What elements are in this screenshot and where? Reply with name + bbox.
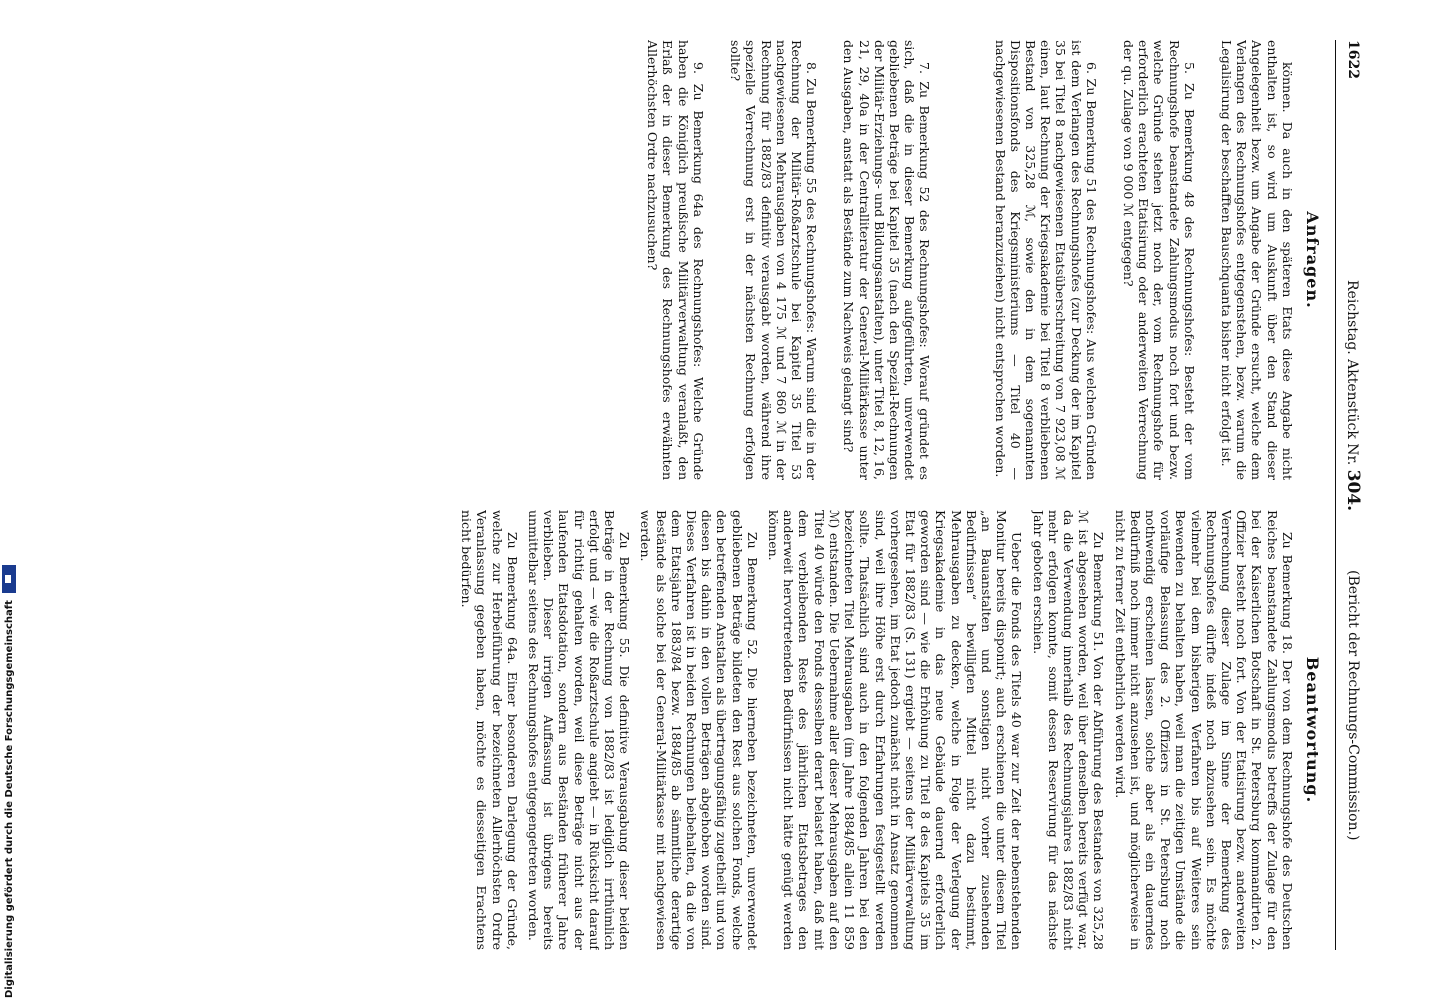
- rotated-document-page: [70, 40, 1363, 950]
- page-header: [1338, 40, 1363, 950]
- dfg-logo-icon: [2, 565, 16, 593]
- questions-heading: Anfragen.: [1303, 211, 1322, 309]
- answer-paragraph: Zu Bemerkung 18. Der von dem Rechnungshofe des Deutschen Reiches beanstandete Zahlungsmodus betreffs der Zulage für den bei der Kaiserlichen Botschaft in St. Petersburg kommandirten 2. Offizier besteht noch fort. Von der Etatisirung bezw. anderweiten Verrechnung dieser Zulage im Sinne der Bemerkung des Rechnungshofes dürfte indeß noch abzusehen sein. Es möchte vielmehr bei dem bisherigen Verfahren bis auf Weiteres sein Bewenden zu behalten haben, weil man die zeitigen Umstände die vorläufige Belassung des 2. Offiziers in St. Petersburg noch nothwendig erscheinen lassen, solche aber als ein dauerndes Bedürfniß noch immer nicht anzusehen ist, und möglicherweise in nicht zu ferner Zeit entbehrlich werden wird.: [1112, 510, 1295, 950]
- footer-credit-text: Digitalisierung gefördert durch die Deutsche Forschungsgemeinschaft: [4, 600, 15, 998]
- footer-text-row: [2, 598, 18, 998]
- question-paragraph: 9. Zu Bemerkung 64a des Rechnungshofes: Welche Gründe haben die Königlich preußische Militärverwaltung veranlaßt, den Erlaß der in dieser Bemerkung des Rechnungshofes erwähnten Allerhöchsten Ordre nachzusuchen?: [645, 40, 706, 480]
- header-rule: [1335, 40, 1336, 950]
- header-subtitle: (Bericht der Rechnungs-Commission.): [1345, 570, 1361, 841]
- answer-paragraph: Zu Bemerkung 52. Die hierneben bezeichneten, unverwendet gebliebenen Beträge bildeten den Rest aus solchen Fonds, welche den betreffenden Anstalten als übertragungsfähig zugetheilt und von diesen bis dahin in den vollen Beträgen abgehoben worden sind. Dieses Verfahren ist in beiden Rechnungen beibehalten, da die von dem Etatsjahre 1883/84 bezw. 1884/85 ab sämmtliche derartige Bestände als solche bei der General-Militärkasse mit nachgewiesen werden.: [638, 510, 760, 950]
- questions-column: [96, 40, 1326, 480]
- digitization-footer: [0, 600, 20, 1000]
- question-paragraph: können. Da auch in den späteren Etats diese Angabe nicht enthalten ist, so wird um Auskunft über den Stand dieser Angelegenheit bezw. um Angabe der Gründe ersucht, welche dem Verlangen des Rechnungshofes entgegenstehen, bezw. warum die Legalisirung der beschafften Bauschquanta bisher nicht erfolgt ist.: [1218, 40, 1295, 480]
- question-paragraph: 5. Zu Bemerkung 48 des Rechnungshofes: Besteht der vom Rechnungshofe beanstandete Zahlungsmodus noch fort und bezw. welche Gründe stehen jetzt noch der, vom Rechnungshofe für erforderlich erachteten Etatisirung oder anderweiten Verrechnung der qu. Zulage von 9 000 ℳ entgegen?: [1120, 40, 1197, 480]
- question-paragraph: 8. Zu Bemerkung 55 des Rechnungshofes: Warum sind die in der Rechnung der Militär-Roßarztschule bei Kapitel 35 Titel 53 nachgewiesenen Mehrausgaben von 4 175 ℳ und 7 860 ℳ in der Rechnung für 1882/83 definitiv verausgabt worden, während ihre spezielle Verrechnung erst in der nächsten Rechnung erfolgen sollte?: [728, 40, 820, 480]
- answer-paragraph: Zu Bemerkung 64a. Einer besonderen Darlegung der Gründe, welche zur Herbeiführung der bezeichneten Allerhöchsten Ordre Veranlassung gegeben haben, möchte es diesseitigen Erachtens nicht bedürfen.: [459, 510, 520, 950]
- answers-column: [96, 510, 1326, 950]
- answer-paragraph: Ueber die Fonds des Titels 40 war zur Zeit der nebenstehenden Monitur bereits disponirt; auch erschienen die unter diesem Titel „an Bauanstalten und sonstigen nicht vorher zusehenden Bedürfnissen“ bewilligten Mittel nicht dazu bestimmt, Mehrausgaben zu decken, welche in Folge der Verlegung der Kriegsakademie in das neue Gebäude dauernd erforderlich geworden sind — wie die Erhöhung zu Titel 8 des Kapitels 35 im Etat für 1882/83 (S. 131) ergiebt — seitens der Militärverwaltung vorhergesehen, im Etat jedoch zunächst nicht in Ansatz genommen sind, weil ihre Höhe erst durch Erfahrungen festgestellt werden sollte. Thatsächlich sind auch in den folgenden Jahren bei den bezeichneten Titel Mehrausgaben (im Jahre 1884/85 allein 11 859 ℳ) entstanden. Die Uebernahme aller dieser Mehrausgaben auf den Titel 40 würde den Fonds desselben derart belastet haben, daß mit dem verbleibenden Reste des jährlichen Etatsbetrages den anderweit hervortretenden Bedürfnissen nicht hätte genügt werden können.: [766, 510, 1025, 950]
- answer-paragraph: Zu Bemerkung 51. Von der Abführung des Bestandes von 325,28 ℳ ist abgesehen worden, weil über denselben bereits verfügt war, da die Verwendung innerhalb des Rechnungsjahres 1882/83 nicht mehr erfolgen konnte, somit dessen Reservirung für das nächste Jahr geboten erschien.: [1030, 510, 1107, 950]
- question-paragraph: 6. Zu Bemerkung 51 des Rechnungshofes: Aus welchen Gründen ist dem Verlangen des Rechnungshofes (zur Deckung der im Kapitel 35 bei Titel 8 nachgewiesenen Etatsüberschreitung von 7 923,08 ℳ einen, laut Rechnung der Kriegsakademie bei Titel 8 verbliebenen Bestand von 325,28 ℳ, sowie den in dem sogenannten Dispositionsfonds des Kriegsministeriums — Titel 40 — nachgewiesenen Bestand heranzuziehen) nicht entsprochen worden.: [992, 40, 1099, 480]
- answer-paragraph: Zu Bemerkung 55. Die definitive Verausgabung dieser beiden Beträge in der Rechnung von 1882/83 ist lediglich irrthümlich erfolgt und — wie die Roßarztschule angiebt — in Rücksicht darauf für richtig gehalten worden, weil diese Beträge nicht aus der laufenden Etatsdotation, sondern aus Beständen früherer Jahre verblieben. Dieser irrigen Auffassung ist übrigens bereits unmittelbar seitens des Rechnungshofes entgegengetreten worden.: [526, 510, 633, 950]
- document-number: 304.: [1343, 469, 1363, 512]
- header-title-prefix: Reichstag. Aktenstück Nr.: [1344, 280, 1360, 470]
- header-title: [1343, 280, 1363, 512]
- question-paragraph: 7. Zu Bemerkung 52 des Rechnungshofes: Worauf gründet es sich, daß die in dieser Bemerkung aufgeführten, unverwendet gebliebenen Beträge bei Kapitel 35 (nach den Spezial-Rechnungen der Militär-Erziehungs- und Bildungsanstalten), unter Titel 8, 12, 16, 21, 29, 40a in der Centralliteratur der General-Militärkasse unter den Ausgaben, anstatt als Bestände zum Nachweis gelangt sind?: [841, 40, 933, 480]
- answers-heading: Beantwortung.: [1303, 656, 1322, 804]
- page-number: 1622: [1345, 40, 1361, 79]
